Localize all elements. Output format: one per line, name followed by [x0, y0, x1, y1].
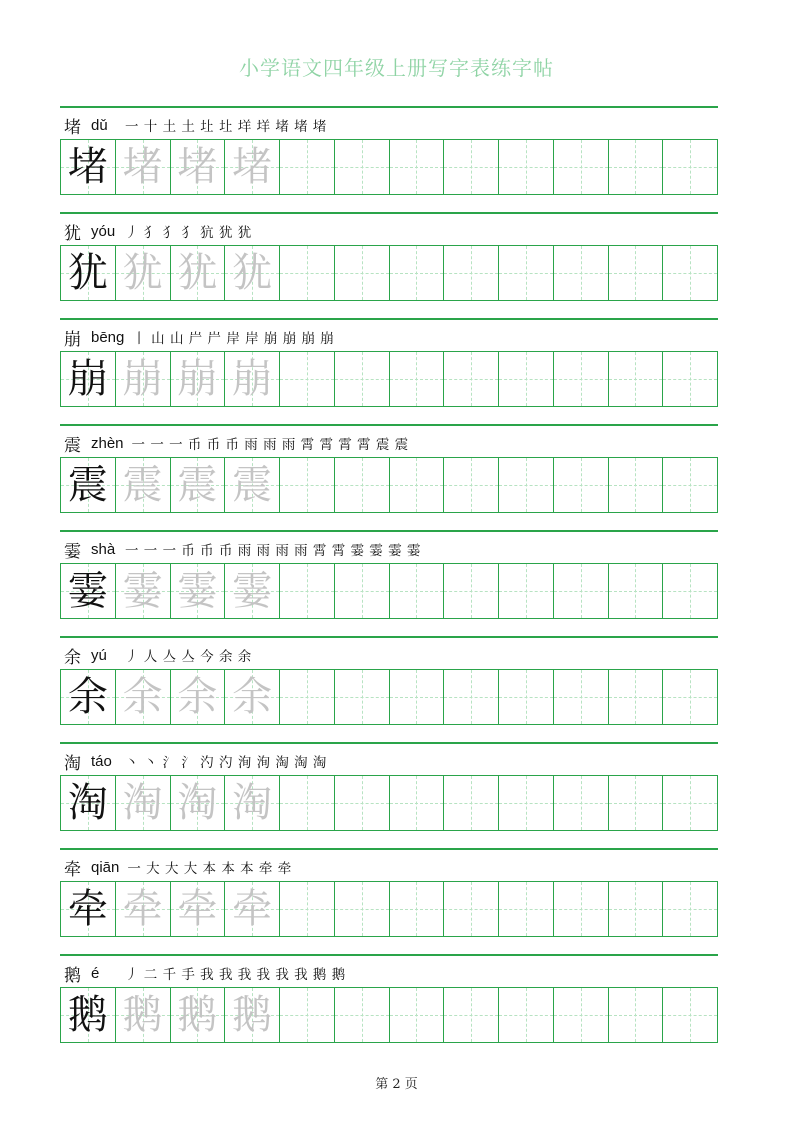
- blank-practice-cell: [498, 670, 553, 724]
- trace-cell: [115, 140, 170, 194]
- trace-char: 震: [177, 462, 218, 508]
- stroke-order: 一 一 一 币 币 币 雨 雨 雨 霄 霄 霄 霄 震 震: [131, 437, 409, 453]
- blank-practice-cell: [443, 988, 498, 1042]
- trace-char: 堵: [122, 144, 163, 190]
- char-label: 余: [64, 647, 81, 668]
- model-char: 崩: [67, 356, 108, 402]
- blank-practice-cell: [279, 882, 334, 936]
- blank-practice-cell: [662, 140, 717, 194]
- blank-practice-cell: [498, 564, 553, 618]
- char-label: 霎: [64, 541, 81, 562]
- stroke-order: 一 十 土 土 圵 圵 垟 垟 堵 堵 堵: [125, 119, 327, 135]
- blank-practice-cell: [608, 882, 663, 936]
- trace-cell: [170, 352, 225, 406]
- blank-practice-cell: [553, 670, 608, 724]
- trace-cell: [115, 564, 170, 618]
- blank-practice-cell: [334, 352, 389, 406]
- trace-cell: [115, 352, 170, 406]
- blank-practice-cell: [443, 670, 498, 724]
- char-label: 鹅: [64, 965, 81, 986]
- trace-cell: [170, 670, 225, 724]
- trace-char: 震: [232, 462, 273, 508]
- model-cell: [61, 988, 115, 1042]
- trace-cell: [224, 140, 279, 194]
- model-cell: [61, 776, 115, 830]
- row-divider: [60, 212, 718, 214]
- writing-grid: [60, 351, 718, 407]
- trace-char: 堵: [177, 144, 218, 190]
- blank-practice-cell: [608, 670, 663, 724]
- blank-practice-cell: [662, 776, 717, 830]
- blank-practice-cell: [389, 882, 444, 936]
- char-info: [64, 962, 346, 984]
- trace-char: 牵: [122, 886, 163, 932]
- blank-practice-cell: [389, 352, 444, 406]
- trace-char: 淘: [232, 780, 273, 826]
- row-divider: [60, 848, 718, 850]
- blank-practice-cell: [608, 988, 663, 1042]
- trace-cell: [115, 882, 170, 936]
- model-char: 余: [67, 674, 108, 720]
- stroke-order: 丿 人 亼 亼 今 余 余: [125, 649, 252, 665]
- char-label: 牵: [64, 859, 81, 880]
- stroke-order: 丶 丶 氵 氵 汋 汋 洵 洵 淘 淘 淘: [125, 755, 327, 771]
- model-cell: [61, 140, 115, 194]
- blank-practice-cell: [334, 564, 389, 618]
- page-title: 小学语文四年级上册写字表练字帖: [239, 56, 554, 80]
- char-info: [64, 856, 292, 878]
- model-cell: [61, 352, 115, 406]
- char-info: [64, 750, 327, 772]
- blank-practice-cell: [608, 458, 663, 512]
- char-label: 淘: [64, 753, 81, 774]
- char-label: 堵: [64, 117, 81, 138]
- writing-grid: [60, 563, 718, 619]
- trace-cell: [170, 564, 225, 618]
- char-label: 震: [64, 435, 81, 456]
- model-char: 犹: [67, 250, 108, 296]
- row-divider: [60, 636, 718, 638]
- blank-practice-cell: [553, 988, 608, 1042]
- model-cell: [61, 246, 115, 300]
- char-info: [64, 538, 421, 560]
- blank-practice-cell: [279, 246, 334, 300]
- char-info: [64, 432, 409, 454]
- row-divider: [60, 106, 718, 108]
- blank-practice-cell: [608, 352, 663, 406]
- pinyin: yóu: [91, 222, 116, 240]
- trace-cell: [115, 988, 170, 1042]
- blank-practice-cell: [443, 140, 498, 194]
- blank-practice-cell: [279, 352, 334, 406]
- blank-practice-cell: [553, 776, 608, 830]
- trace-cell: [170, 458, 225, 512]
- blank-practice-cell: [389, 458, 444, 512]
- blank-practice-cell: [334, 458, 389, 512]
- blank-practice-cell: [662, 882, 717, 936]
- stroke-order: 一 大 大 大 本 本 本 牵 牵: [127, 861, 292, 877]
- trace-cell: [115, 458, 170, 512]
- model-char: 淘: [67, 780, 108, 826]
- model-cell: [61, 458, 115, 512]
- trace-char: 牵: [232, 886, 273, 932]
- writing-grid: [60, 139, 718, 195]
- trace-cell: [170, 140, 225, 194]
- blank-practice-cell: [608, 564, 663, 618]
- blank-practice-cell: [443, 246, 498, 300]
- trace-char: 鹅: [232, 992, 273, 1038]
- blank-practice-cell: [662, 564, 717, 618]
- trace-cell: [224, 458, 279, 512]
- char-info: [64, 114, 327, 136]
- blank-practice-cell: [443, 776, 498, 830]
- pinyin: dǔ: [91, 116, 108, 134]
- char-label: 崩: [64, 329, 81, 350]
- blank-practice-cell: [553, 564, 608, 618]
- row-divider: [60, 318, 718, 320]
- trace-char: 牵: [177, 886, 218, 932]
- trace-cell: [170, 988, 225, 1042]
- blank-practice-cell: [662, 670, 717, 724]
- blank-practice-cell: [389, 140, 444, 194]
- pinyin: qiān: [91, 858, 120, 876]
- trace-cell: [115, 776, 170, 830]
- trace-char: 崩: [122, 356, 163, 402]
- stroke-order: 丿 犭 犭 犭 犺 犹 犹: [125, 225, 252, 241]
- trace-char: 霎: [177, 568, 218, 614]
- blank-practice-cell: [443, 564, 498, 618]
- blank-practice-cell: [389, 564, 444, 618]
- char-info: [64, 326, 334, 348]
- pinyin: yú: [91, 646, 107, 664]
- blank-practice-cell: [608, 246, 663, 300]
- blank-practice-cell: [389, 776, 444, 830]
- blank-practice-cell: [498, 776, 553, 830]
- blank-practice-cell: [334, 776, 389, 830]
- blank-practice-cell: [498, 352, 553, 406]
- row-divider: [60, 742, 718, 744]
- blank-practice-cell: [662, 458, 717, 512]
- blank-practice-cell: [553, 352, 608, 406]
- blank-practice-cell: [279, 564, 334, 618]
- blank-practice-cell: [279, 776, 334, 830]
- char-label: 犹: [64, 223, 81, 244]
- blank-practice-cell: [389, 246, 444, 300]
- model-char: 霎: [67, 568, 108, 614]
- model-char: 鹅: [67, 992, 108, 1038]
- blank-practice-cell: [334, 140, 389, 194]
- trace-char: 余: [232, 674, 273, 720]
- row-divider: [60, 954, 718, 956]
- pinyin: é: [91, 964, 100, 982]
- blank-practice-cell: [662, 352, 717, 406]
- trace-char: 崩: [177, 356, 218, 402]
- trace-cell: [115, 246, 170, 300]
- trace-char: 崩: [232, 356, 273, 402]
- trace-cell: [224, 988, 279, 1042]
- blank-practice-cell: [334, 988, 389, 1042]
- trace-char: 震: [122, 462, 163, 508]
- blank-practice-cell: [608, 140, 663, 194]
- trace-char: 淘: [122, 780, 163, 826]
- char-info: [64, 220, 252, 242]
- trace-char: 余: [122, 674, 163, 720]
- stroke-order: 丿 二 千 手 我 我 我 我 我 我 鹅 鹅: [125, 967, 346, 983]
- row-divider: [60, 424, 718, 426]
- writing-grid: [60, 245, 718, 301]
- trace-cell: [170, 882, 225, 936]
- pinyin: shà: [91, 540, 116, 558]
- trace-char: 余: [177, 674, 218, 720]
- blank-practice-cell: [443, 458, 498, 512]
- blank-practice-cell: [498, 140, 553, 194]
- writing-grid: [60, 881, 718, 937]
- model-cell: [61, 882, 115, 936]
- blank-practice-cell: [553, 140, 608, 194]
- blank-practice-cell: [279, 458, 334, 512]
- model-char: 震: [67, 462, 108, 508]
- stroke-order: 一 一 一 币 币 币 雨 雨 雨 雨 霄 霄 霎 霎 霎 霎: [125, 543, 421, 559]
- blank-practice-cell: [389, 670, 444, 724]
- trace-cell: [170, 776, 225, 830]
- trace-cell: [224, 246, 279, 300]
- trace-char: 犹: [122, 250, 163, 296]
- blank-practice-cell: [553, 882, 608, 936]
- trace-char: 犹: [177, 250, 218, 296]
- blank-practice-cell: [608, 776, 663, 830]
- writing-grid: [60, 987, 718, 1043]
- trace-cell: [170, 246, 225, 300]
- blank-practice-cell: [553, 458, 608, 512]
- model-cell: [61, 670, 115, 724]
- writing-grid: [60, 457, 718, 513]
- trace-char: 堵: [232, 144, 273, 190]
- blank-practice-cell: [498, 882, 553, 936]
- blank-practice-cell: [498, 988, 553, 1042]
- trace-cell: [224, 564, 279, 618]
- blank-practice-cell: [498, 458, 553, 512]
- blank-practice-cell: [279, 670, 334, 724]
- trace-char: 鹅: [122, 992, 163, 1038]
- pinyin: zhèn: [91, 434, 124, 452]
- model-cell: [61, 564, 115, 618]
- trace-char: 犹: [232, 250, 273, 296]
- blank-practice-cell: [662, 988, 717, 1042]
- trace-cell: [115, 670, 170, 724]
- trace-char: 霎: [232, 568, 273, 614]
- blank-practice-cell: [334, 246, 389, 300]
- trace-char: 淘: [177, 780, 218, 826]
- writing-grid: [60, 775, 718, 831]
- blank-practice-cell: [279, 988, 334, 1042]
- blank-practice-cell: [334, 670, 389, 724]
- model-char: 堵: [67, 144, 108, 190]
- trace-char: 鹅: [177, 992, 218, 1038]
- pinyin: bēng: [91, 328, 125, 346]
- blank-practice-cell: [443, 882, 498, 936]
- writing-grid: [60, 669, 718, 725]
- trace-char: 霎: [122, 568, 163, 614]
- char-info: [64, 644, 252, 666]
- blank-practice-cell: [553, 246, 608, 300]
- blank-practice-cell: [498, 246, 553, 300]
- blank-practice-cell: [279, 140, 334, 194]
- page-number: 第 2 页: [375, 1077, 418, 1092]
- trace-cell: [224, 670, 279, 724]
- blank-practice-cell: [662, 246, 717, 300]
- blank-practice-cell: [443, 352, 498, 406]
- trace-cell: [224, 352, 279, 406]
- trace-cell: [224, 776, 279, 830]
- trace-cell: [224, 882, 279, 936]
- stroke-order: 丨 山 山 屵 屵 岸 岸 崩 崩 崩 崩: [132, 331, 335, 347]
- model-char: 牵: [67, 886, 108, 932]
- row-divider: [60, 530, 718, 532]
- blank-practice-cell: [334, 882, 389, 936]
- pinyin: táo: [91, 752, 112, 770]
- blank-practice-cell: [389, 988, 444, 1042]
